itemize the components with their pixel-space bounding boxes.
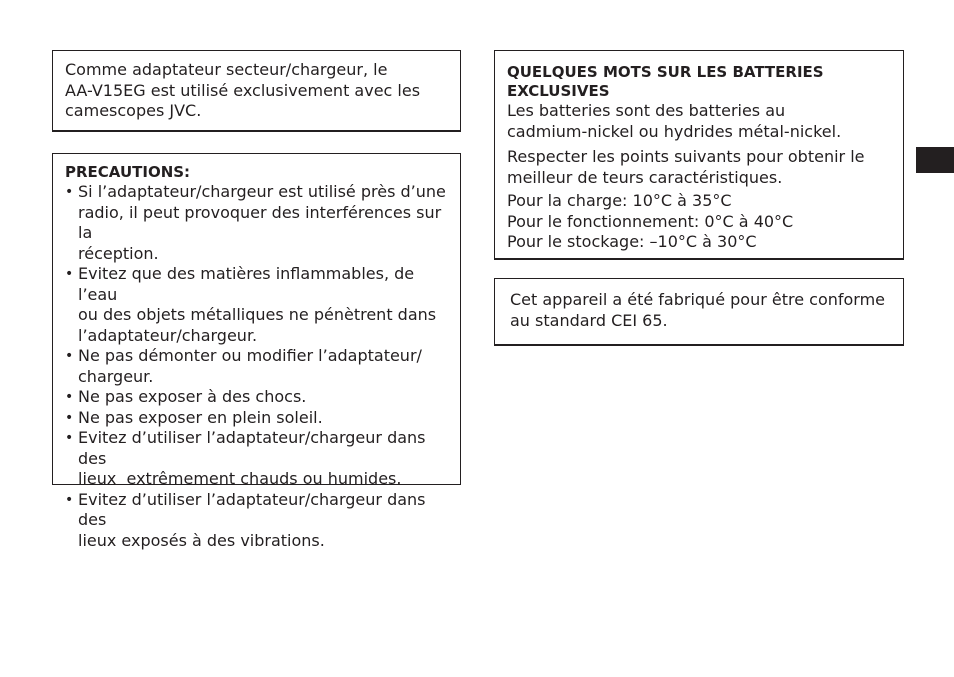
adapter-note-text	[65, 60, 449, 122]
bullet-icon: •	[65, 348, 74, 364]
precaution-item: • Ne pas exposer à des chocs.	[65, 387, 307, 406]
precautions-list	[65, 182, 452, 551]
precaution-item: • Si l’adaptateur/chargeur est utilisé près d’une radio, il peut provoquer des interférences sur la réception.	[65, 182, 446, 263]
precaution-item: • Evitez que des matières inflammables, de l’eau ou des objets métalliques ne pénètrent dans l’adaptateur/chargeur.	[65, 264, 437, 345]
bullet-icon: •	[65, 266, 74, 282]
bullet-icon: •	[65, 430, 74, 446]
batteries-advice: Respecter les points suivants pour obtenir le meilleur de teurs caractéristiques.	[507, 147, 865, 187]
bullet-icon: •	[65, 409, 74, 426]
batteries-intro: Les batteries sont des batteries au cadmium-nickel ou hydrides métal-nickel.	[507, 101, 842, 141]
adapter-note-line: camescopes JVC.	[65, 101, 202, 120]
temperature-list	[507, 191, 895, 253]
adapter-note-line: Comme adaptateur secteur/chargeur, le	[65, 60, 388, 79]
charge-temperature: Pour la charge: 10°C à 35°C	[507, 191, 732, 210]
bullet-icon: •	[65, 389, 74, 405]
conformity-text: Cet appareil a été fabriqué pour être conforme au standard CEI 65.	[510, 290, 886, 330]
precaution-item: • Evitez d’utiliser l’adaptateur/chargeur dans des lieux extrêmement chauds ou humides.	[65, 428, 426, 488]
section-tab-marker	[916, 147, 954, 173]
adapter-note-box	[52, 50, 461, 132]
adapter-note-line: AA-V15EG est utilisé exclusivement avec les	[65, 80, 421, 100]
precaution-item: • Ne pas exposer en plein soleil.	[65, 407, 323, 427]
storage-temperature: Pour le stockage: –10°C à 30°C	[507, 232, 757, 251]
precautions-box	[52, 153, 461, 550]
operating-temperature: Pour le fonctionnement: 0°C à 40°C	[507, 211, 794, 231]
precaution-item: • Evitez d’utiliser l’adaptateur/chargeur dans des lieux exposés à des vibrations.	[65, 489, 426, 550]
precautions-title: PRECAUTIONS:	[65, 163, 191, 181]
batteries-title: QUELQUES MOTS SUR LES BATTERIES EXCLUSIVES	[507, 63, 824, 100]
precaution-item: • Ne pas démonter ou modifier l’adaptateur/ chargeur.	[65, 346, 422, 386]
bullet-icon: •	[65, 184, 74, 200]
conformity-box	[494, 278, 904, 346]
bullet-icon: •	[65, 491, 74, 508]
batteries-box	[494, 50, 904, 260]
